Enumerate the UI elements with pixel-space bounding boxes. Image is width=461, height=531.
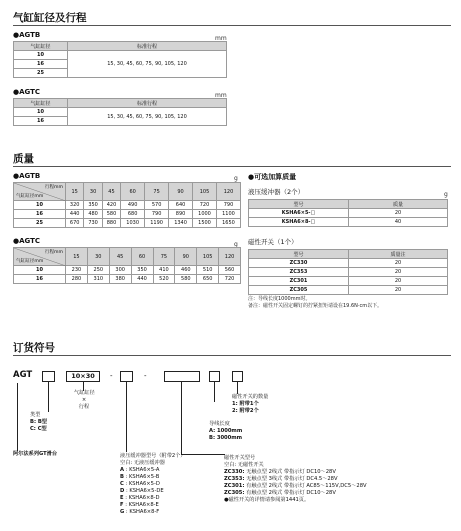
stroke-header: 30: [87, 248, 109, 266]
table-row: 16 280 310 380 440 520 580 650 720: [14, 275, 241, 284]
code-box-switch: [164, 371, 200, 382]
switch-qty-legend: 磁性开关的数量 1: 附带1个 2: 附带2个: [232, 394, 269, 414]
switch-legend: 磁性开关型号 空白: 无磁性开关 ZC330: 无触点型 2线式 带指示灯 DC10～28V ZC353: 无触点型 3线式 带指示灯 DC4.5～28V ZC301: 有触点型 2线式 带指示灯 AC85～115V,DC5～28V ZC305: 有触点型 2线式 带指示灯 DC10～28V ●磁性开关的详情请参阅第1441页。: [224, 455, 367, 503]
table-row: 10 320 350 420 490 570 640 720 790: [14, 201, 241, 210]
divider: [13, 25, 451, 26]
col-header-bore: 气缸缸径: [14, 42, 68, 51]
divider: [13, 166, 451, 167]
stroke-cell: 15, 30, 45, 60, 75, 90, 105, 120: [68, 108, 227, 126]
table-row: KSHA6×8-□ 40: [249, 218, 448, 227]
agtc-mass-unit: g: [234, 241, 238, 248]
stroke-header: 75: [145, 183, 169, 201]
agtb-bore-unit: mm: [215, 35, 227, 42]
stroke-header: 75: [153, 248, 175, 266]
separator-dash: -: [144, 372, 147, 380]
col-header-bore: 气缸缸径: [14, 99, 68, 108]
switch-title: 磁性开关（1个）: [248, 238, 298, 246]
lead-length-legend: 导线长度 A: 1000mm B: 3000mm: [209, 421, 243, 441]
connector-line: [181, 382, 182, 454]
table-row: ZC330 20: [249, 259, 448, 268]
agtb-mass-table: [13, 182, 241, 228]
mass-note: 备注：磁性开关固定螺钉的拧紧扭矩请设在19.6N·cm以下。: [248, 303, 383, 309]
code-box-shock: [120, 371, 133, 382]
connector-line: [237, 382, 238, 394]
col-header-model: 型号: [249, 200, 349, 209]
shock-absorber-mass-table: [248, 199, 448, 227]
table-row: 25 670 730 880 1030 1190 1340 1500 1650: [14, 219, 241, 228]
stroke-header: 120: [216, 183, 240, 201]
stroke-header: 60: [121, 183, 145, 201]
stroke-header: 90: [175, 248, 197, 266]
optional-mass-unit: g: [444, 191, 448, 198]
divider: [13, 355, 451, 356]
table-row: KSHA6×5-□ 20: [249, 209, 448, 218]
separator-dash: -: [110, 372, 113, 380]
section-title-mass: 质量: [13, 153, 34, 165]
table-row: 16 440 480 580 680 790 890 1000 1100: [14, 210, 241, 219]
agtb-bore-label: ●AGTB: [13, 31, 41, 39]
mass-note: 注：导线长度1000mm时。: [248, 296, 311, 302]
stroke-header: 45: [102, 183, 120, 201]
stroke-header: 90: [169, 183, 193, 201]
section-title-bore: 气缸缸径及行程: [13, 12, 87, 24]
bore-cell: 16: [14, 60, 68, 69]
connector-line: [181, 454, 225, 455]
col-header-mass: 质量注: [349, 250, 448, 259]
corner-cell: 行程mm 气缸缸径mm: [14, 183, 66, 201]
agtb-mass-label: ●AGTB: [13, 172, 41, 180]
code-box-lead: [209, 371, 220, 382]
agtc-bore-label: ●AGTC: [13, 88, 41, 96]
section-title-order: 订货符号: [13, 342, 55, 354]
stroke-header: 120: [219, 248, 241, 266]
bore-cell: 16: [14, 117, 68, 126]
agtb-bore-table: [13, 41, 227, 78]
stroke-header: 15: [66, 183, 84, 201]
stroke-cell: 15, 30, 45, 60, 75, 90, 105, 120: [68, 51, 227, 78]
switch-mass-table: [248, 249, 448, 295]
col-header-stroke: 标准行程: [68, 42, 227, 51]
code-box-type: [42, 371, 55, 382]
agtc-bore-unit: mm: [215, 92, 227, 99]
code-box-size: 10×30: [66, 371, 100, 382]
stroke-header: 60: [131, 248, 153, 266]
table-row: ZC305 20: [249, 286, 448, 295]
connector-line: [214, 382, 215, 402]
table-row: ZC353 20: [249, 268, 448, 277]
code-box-qty: [232, 371, 243, 382]
bore-stroke-caption: 气缸缸径 × 行程: [74, 390, 95, 410]
stroke-header: 105: [193, 183, 217, 201]
bore-cell: 10: [14, 51, 68, 60]
stroke-header: 15: [66, 248, 88, 266]
connector-line: [17, 383, 18, 451]
agtc-mass-table: [13, 247, 241, 284]
stroke-header: 30: [84, 183, 102, 201]
corner-cell: 行程mm 气缸缸径mm: [14, 248, 66, 266]
shock-absorber-title: 液压缓冲器（2个）: [248, 188, 305, 196]
table-row: 10 230 250 300 350 410 460 510 560: [14, 266, 241, 275]
optional-mass-label: ●可选加算质量: [248, 173, 297, 181]
agtb-mass-unit: g: [234, 175, 238, 182]
bore-cell: 10: [14, 108, 68, 117]
shock-absorber-legend: 液压缓冲器型号（附带2个） 空白: 无液压缓冲器 A : KSHA6×5-A B : KSHA6×5-B C : KSHA6×5-D D : KSHA6×5-DE E : KSHA6×8-D F : KSHA6×8-E G : KSHA6×8-F: [120, 453, 186, 515]
bore-cell: 25: [14, 69, 68, 78]
type-legend: 类型 B: B型 C: C型: [30, 412, 47, 432]
col-header-stroke: 标准行程: [68, 99, 227, 108]
stroke-header: 45: [109, 248, 131, 266]
agtc-bore-table: [13, 98, 227, 126]
connector-line: [126, 382, 127, 452]
connector-line: [48, 382, 49, 412]
agtc-mass-label: ●AGTC: [13, 237, 41, 245]
order-prefix: AGT: [13, 370, 33, 380]
col-header-model: 型号: [249, 250, 349, 259]
stroke-header: 105: [197, 248, 219, 266]
table-row: ZC301 20: [249, 277, 448, 286]
col-header-mass: 质量: [349, 200, 448, 209]
series-name: 阿尔法系列GT滑台: [13, 451, 58, 457]
